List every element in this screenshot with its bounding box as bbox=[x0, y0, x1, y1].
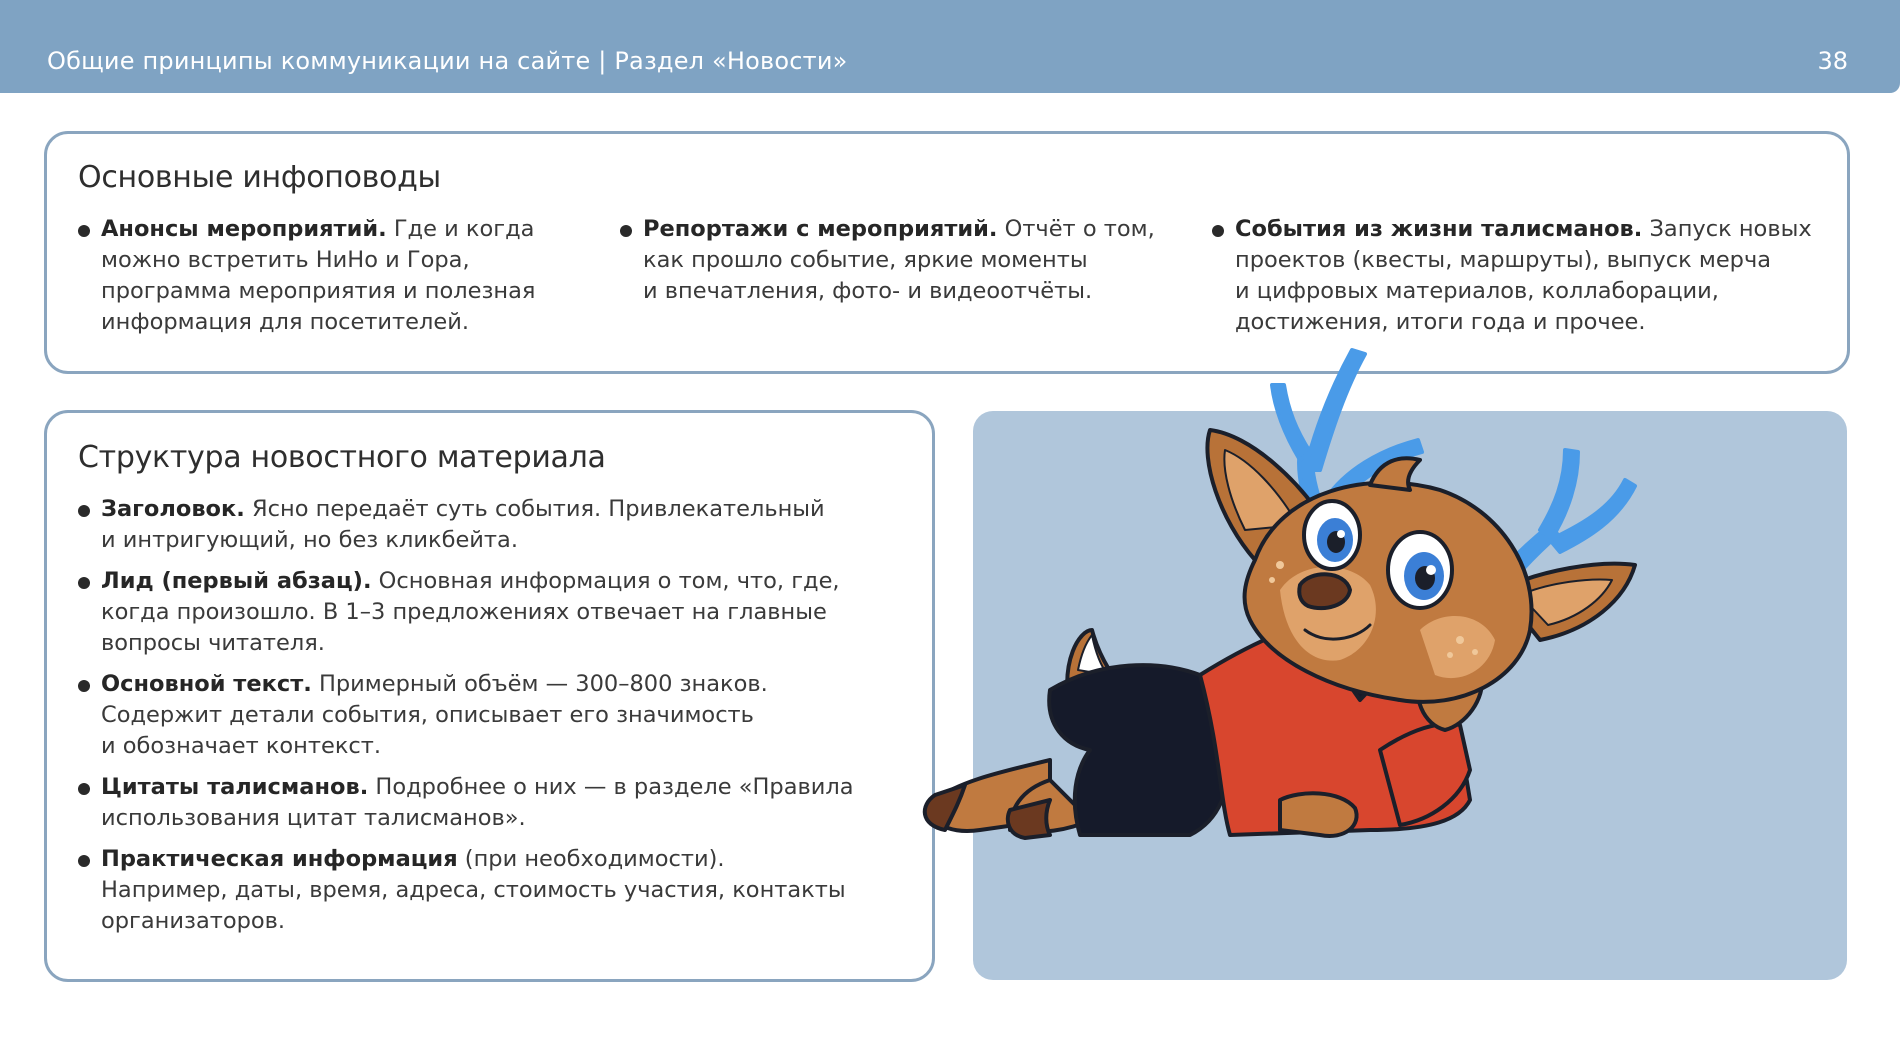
bullet-text: Отчёт о том, bbox=[997, 216, 1155, 242]
bullet-text: и обозначает контекст. bbox=[101, 733, 382, 759]
bullet-item bbox=[620, 214, 1160, 307]
bullet-text: Примерный объём — 300–800 знаков. bbox=[311, 671, 768, 697]
bullet-text: и цифровых материалов, коллаборации, bbox=[1235, 278, 1719, 304]
bullet-bold-label: События из жизни талисманов. bbox=[1235, 216, 1643, 242]
list-item bbox=[78, 772, 918, 834]
bullet-item bbox=[78, 214, 598, 338]
list-item bbox=[78, 566, 918, 659]
bullet-bold-label: Практическая информация bbox=[101, 846, 458, 872]
bullet-text: Основная информация о том, что, где, bbox=[371, 568, 840, 594]
bullet-bold-label: Анонсы мероприятий. bbox=[101, 216, 387, 242]
header-bar bbox=[0, 0, 1900, 93]
list-item bbox=[78, 494, 918, 556]
infopovody-column-events bbox=[1212, 214, 1832, 338]
bullet-text: и впечатления, фото- и видеоотчёты. bbox=[643, 278, 1093, 304]
bullet-text: достижения, итоги года и прочее. bbox=[1235, 309, 1646, 335]
bullet-bold-label: Заголовок. bbox=[101, 496, 245, 522]
page-number: 38 bbox=[1817, 47, 1848, 75]
list-item bbox=[78, 844, 918, 937]
bullet-text: (при необходимости). bbox=[457, 846, 725, 872]
page-title: Общие принципы коммуникации на сайте | Раздел «Новости» bbox=[47, 47, 848, 75]
structure-card bbox=[44, 410, 935, 982]
bullet-text: информация для посетителей. bbox=[101, 309, 469, 335]
infopovody-column-announcements bbox=[78, 214, 598, 338]
bullet-text: организаторов. bbox=[101, 908, 286, 934]
structure-title: Структура новостного материала bbox=[78, 440, 606, 475]
deer-mascot-illustration bbox=[900, 330, 1900, 1056]
bullet-text: Где и когда bbox=[386, 216, 535, 242]
bullet-text: и интригующий, но без кликбейта. bbox=[101, 527, 518, 553]
infopovody-title: Основные инфоповоды bbox=[78, 160, 441, 195]
bullet-text: Подробнее о них — в разделе «Правила bbox=[368, 774, 854, 800]
bullet-text: как прошло событие, яркие моменты bbox=[643, 247, 1088, 273]
bullet-bold-label: Цитаты талисманов. bbox=[101, 774, 369, 800]
bullet-text: Запуск новых bbox=[1642, 216, 1812, 242]
list-item bbox=[78, 669, 918, 762]
bullet-text: можно встретить НиНо и Гора, bbox=[101, 247, 470, 273]
bullet-bold-label: Основной текст. bbox=[101, 671, 312, 697]
bullet-text: когда произошло. В 1–3 предложениях отвечает на главные bbox=[101, 599, 827, 625]
structure-list bbox=[78, 494, 918, 947]
bullet-text: Содержит детали события, описывает его значимость bbox=[101, 702, 754, 728]
bullet-text: вопросы читателя. bbox=[101, 630, 325, 656]
bullet-bold-label: Репортажи с мероприятий. bbox=[643, 216, 998, 242]
bullet-text: проектов (квесты, маршруты), выпуск мерча bbox=[1235, 247, 1772, 273]
infopovody-column-reports bbox=[620, 214, 1160, 307]
bullet-text: Ясно передаёт суть события. Привлекательный bbox=[244, 496, 825, 522]
bullet-bold-label: Лид (первый абзац). bbox=[101, 568, 372, 594]
bullet-item bbox=[1212, 214, 1832, 338]
bullet-text: использования цитат талисманов». bbox=[101, 805, 526, 831]
bullet-text: Например, даты, время, адреса, стоимость участия, контакты bbox=[101, 877, 846, 903]
bullet-text: программа мероприятия и полезная bbox=[101, 278, 536, 304]
